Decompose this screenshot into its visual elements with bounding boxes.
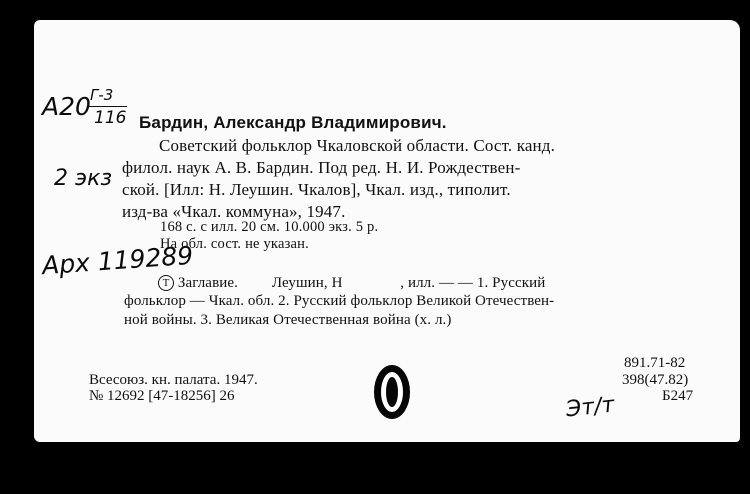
- call-number-fraction-bottom: 116: [94, 108, 127, 128]
- author-mark: Б247: [662, 388, 694, 404]
- tracing-symbol-icon: T: [158, 275, 174, 291]
- initials-mark: Эт/т: [564, 392, 616, 423]
- author-heading: Бардин, Александр Владимирович.: [139, 113, 447, 132]
- call-number-fraction-line: [89, 106, 127, 107]
- compiler-note: На обл. сост. не указан.: [160, 236, 309, 252]
- call-number-fraction-top: Г-3: [90, 86, 114, 104]
- title-line-3: ской. [Илл: Н. Леушин. Чкалов], Чкал. изд., типолит.: [122, 180, 511, 199]
- tracing-subject-1: , илл. — — 1. Русский: [400, 275, 546, 291]
- punch-hole-center: [386, 377, 398, 407]
- title-line-4: изд-ва «Чкал. коммуна», 1947.: [122, 202, 346, 221]
- tracings-line-2: фольклор — Чкал. обл. 2. Русский фольклор Великой Отечествен-: [124, 293, 555, 309]
- catalog-card: [34, 20, 740, 442]
- title-line-1: Советский фольклор Чкаловской области. Сост. канд.: [159, 136, 555, 155]
- tracing-illustrator: Леушин, Н: [271, 275, 343, 291]
- classification-bbk: 398(47.82): [622, 372, 689, 388]
- tracings-line-3: ной войны. 3. Великая Отечественная война (х. л.): [124, 312, 452, 328]
- physical-description: 168 с. с илл. 20 см. 10.000 экз. 5 р.: [160, 219, 379, 235]
- book-chamber-line: Всесоюз. кн. палата. 1947.: [89, 372, 258, 388]
- classification-udc: 891.71-82: [624, 355, 686, 371]
- call-number-top: A20: [42, 92, 91, 121]
- copies-note: 2 экз: [54, 166, 113, 191]
- tracing-title: Заглавие.: [177, 275, 238, 291]
- title-line-2: филол. наук А. В. Бардин. Под ред. Н. И. Рождествен-: [122, 158, 521, 177]
- tracings-line-1: [158, 275, 545, 292]
- registration-number: № 12692 [47-18256] 26: [89, 388, 235, 404]
- archive-number: Арх 119289: [41, 240, 194, 281]
